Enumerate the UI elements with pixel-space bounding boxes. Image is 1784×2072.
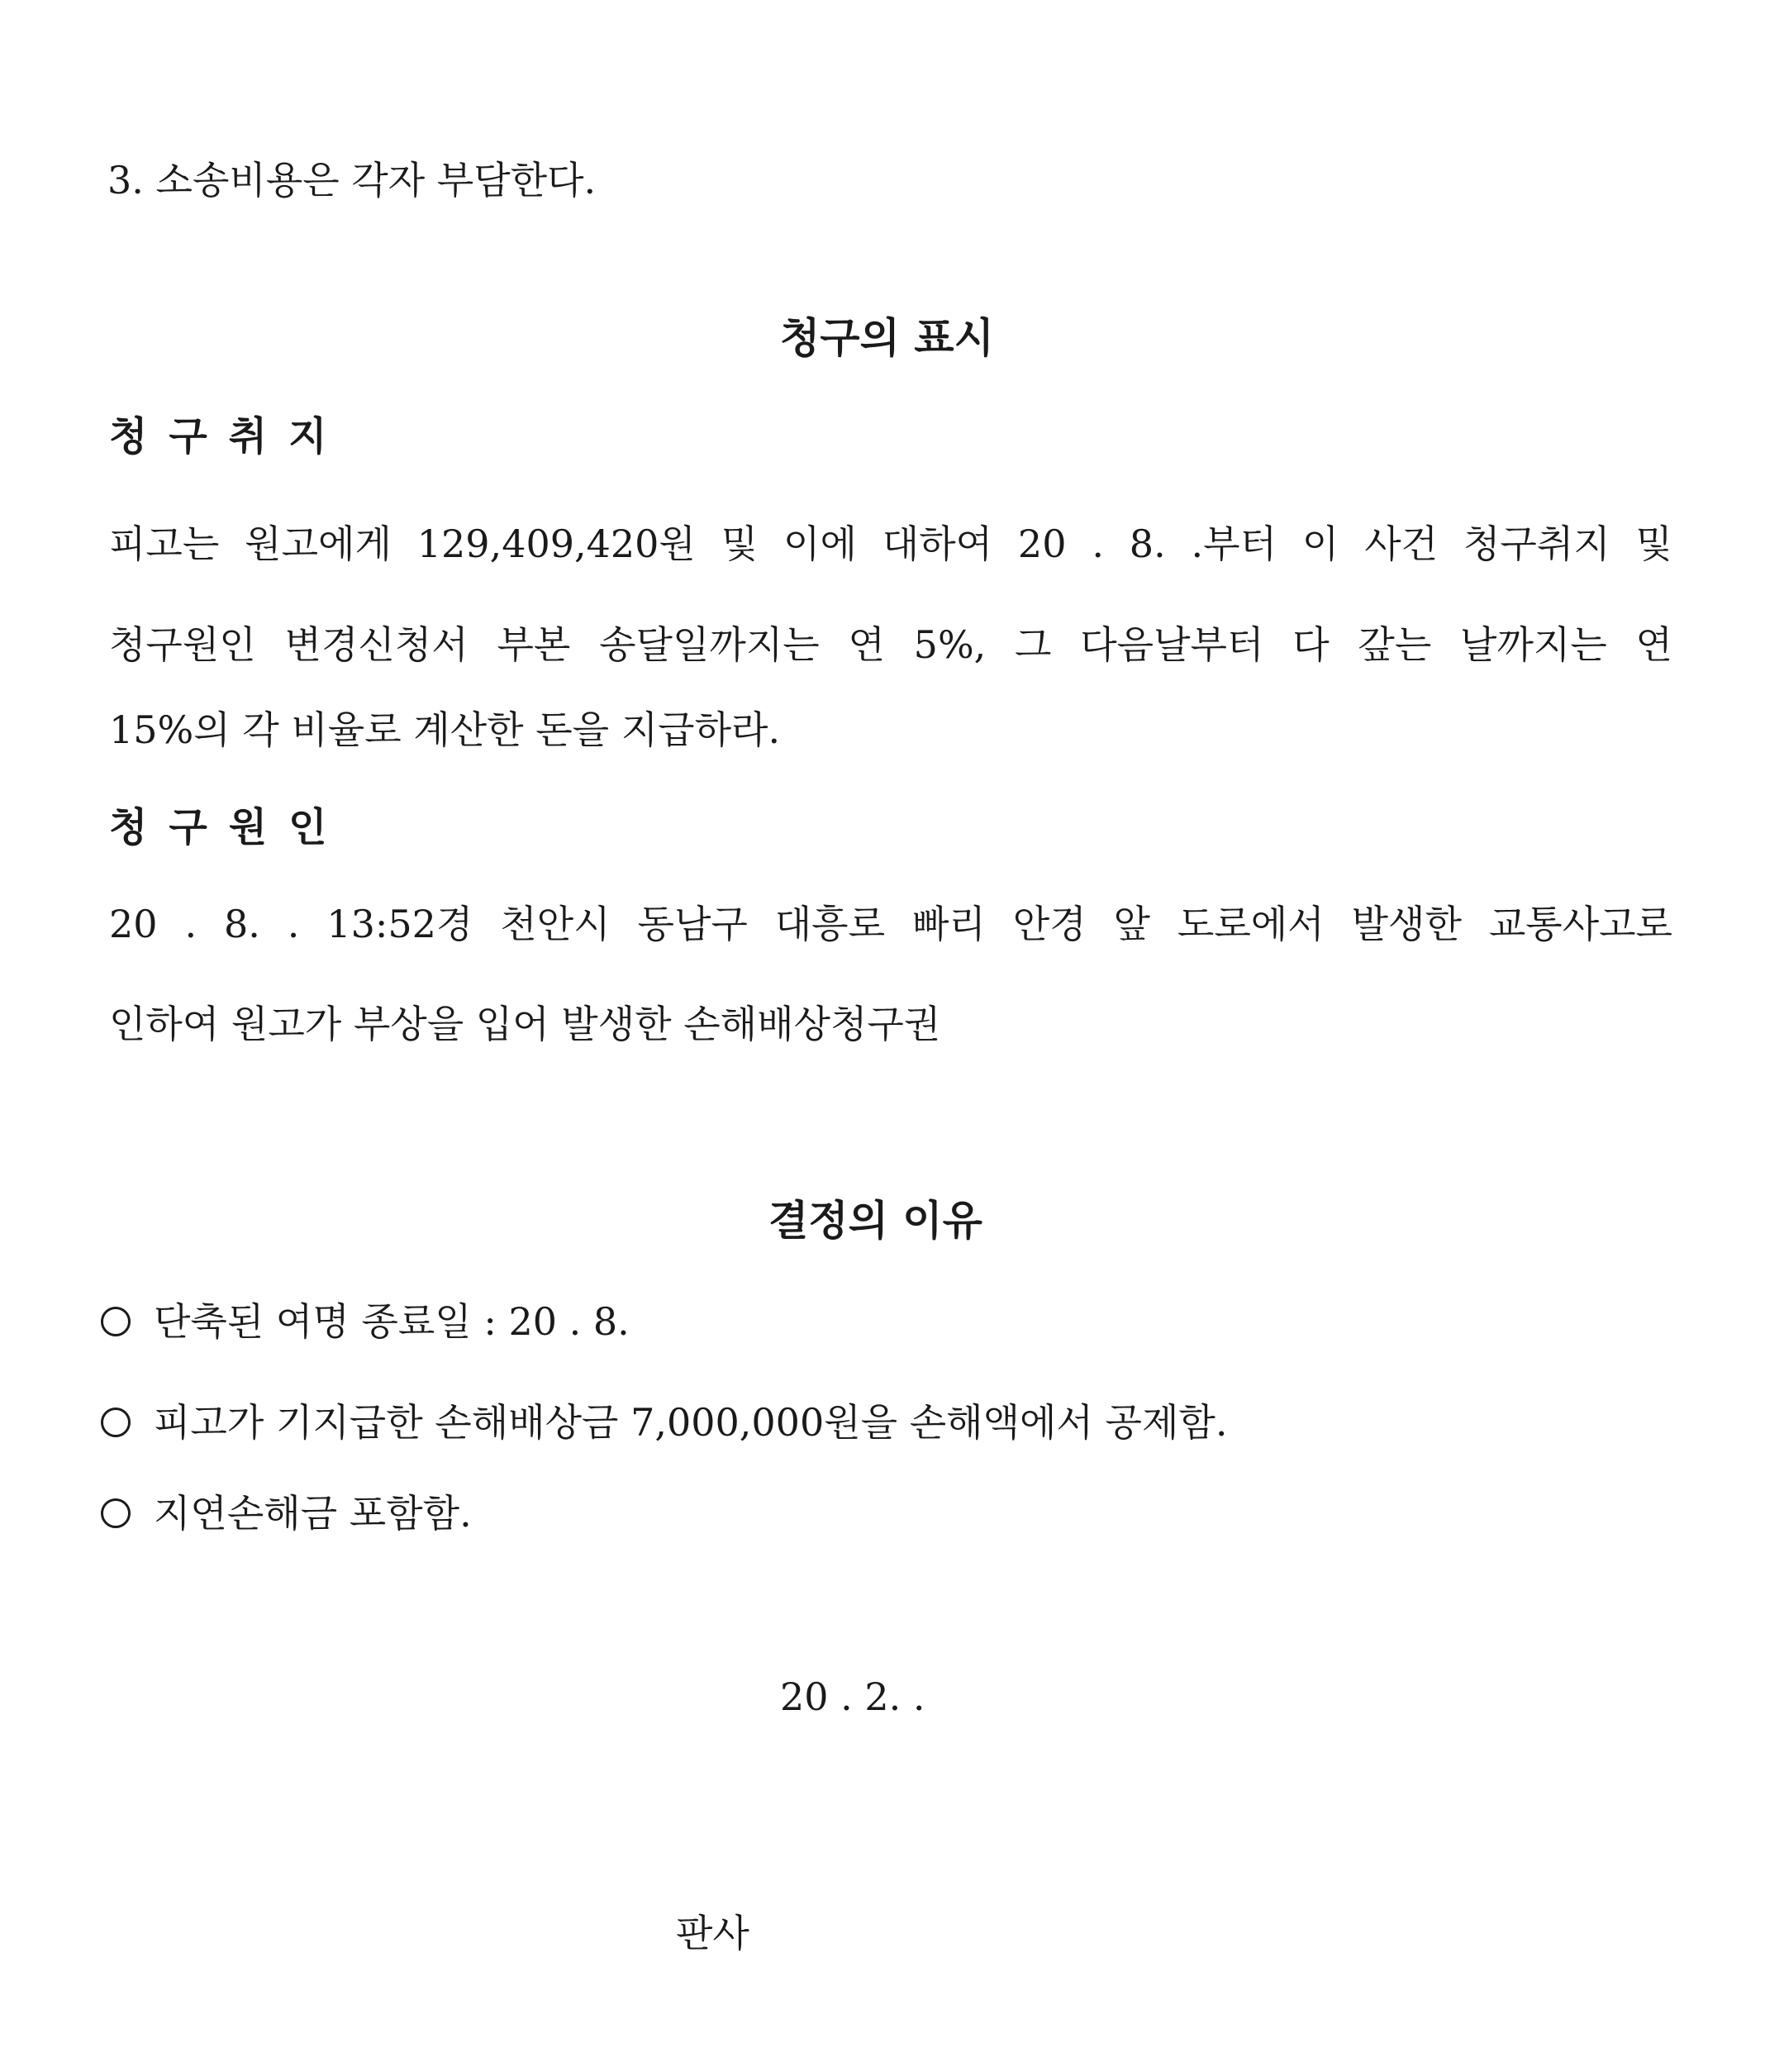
circle-bullet-icon [101, 1498, 131, 1528]
reasons-section-title: 결정의 이유 [768, 1197, 982, 1245]
claim-purpose-line-2: 청구원인 변경신청서 부본 송달일까지는 연 5%, 그 다음날부터 다 갚는 날까지는 연 [109, 622, 1672, 667]
circle-bullet-icon [101, 1307, 131, 1336]
claim-cause-line-2: 인하여 원고가 부상을 입어 발생한 손해배상청구권 [109, 1002, 941, 1046]
claim-section-title: 청구의 표시 [780, 314, 994, 362]
circle-bullet-icon [101, 1408, 131, 1437]
reason-item [101, 1299, 630, 1344]
reason-text: 단축된 여명 종료일 : 20 . 8. [154, 1299, 630, 1344]
reason-text: 지연손해금 포함함. [154, 1491, 472, 1536]
claim-purpose-heading: 청구취지 [109, 413, 349, 460]
claim-purpose-line-1: 피고는 원고에게 129,409,420원 및 이에 대하여 20 . 8. .부터 이 사건 청구취지 및 [109, 522, 1672, 566]
claim-cause-heading: 청구원인 [109, 804, 349, 850]
judge-label: 판사 [676, 1911, 749, 1955]
order-item-3: 3. 소송비용은 각자 부담한다. [107, 158, 597, 202]
reason-item [101, 1400, 1228, 1445]
claim-cause-line-1: 20 . 8. . 13:52경 천안시 동남구 대흥로 빠리 안경 앞 도로에서 발생한 교통사고로 [109, 902, 1672, 946]
reason-item [101, 1491, 472, 1536]
claim-purpose-line-3: 15%의 각 비율로 계산한 돈을 지급하라. [109, 707, 781, 752]
reason-text: 피고가 기지급한 손해배상금 7,000,000원을 손해액에서 공제함. [154, 1400, 1228, 1445]
decision-date: 20 . 2. . [780, 1674, 925, 1719]
